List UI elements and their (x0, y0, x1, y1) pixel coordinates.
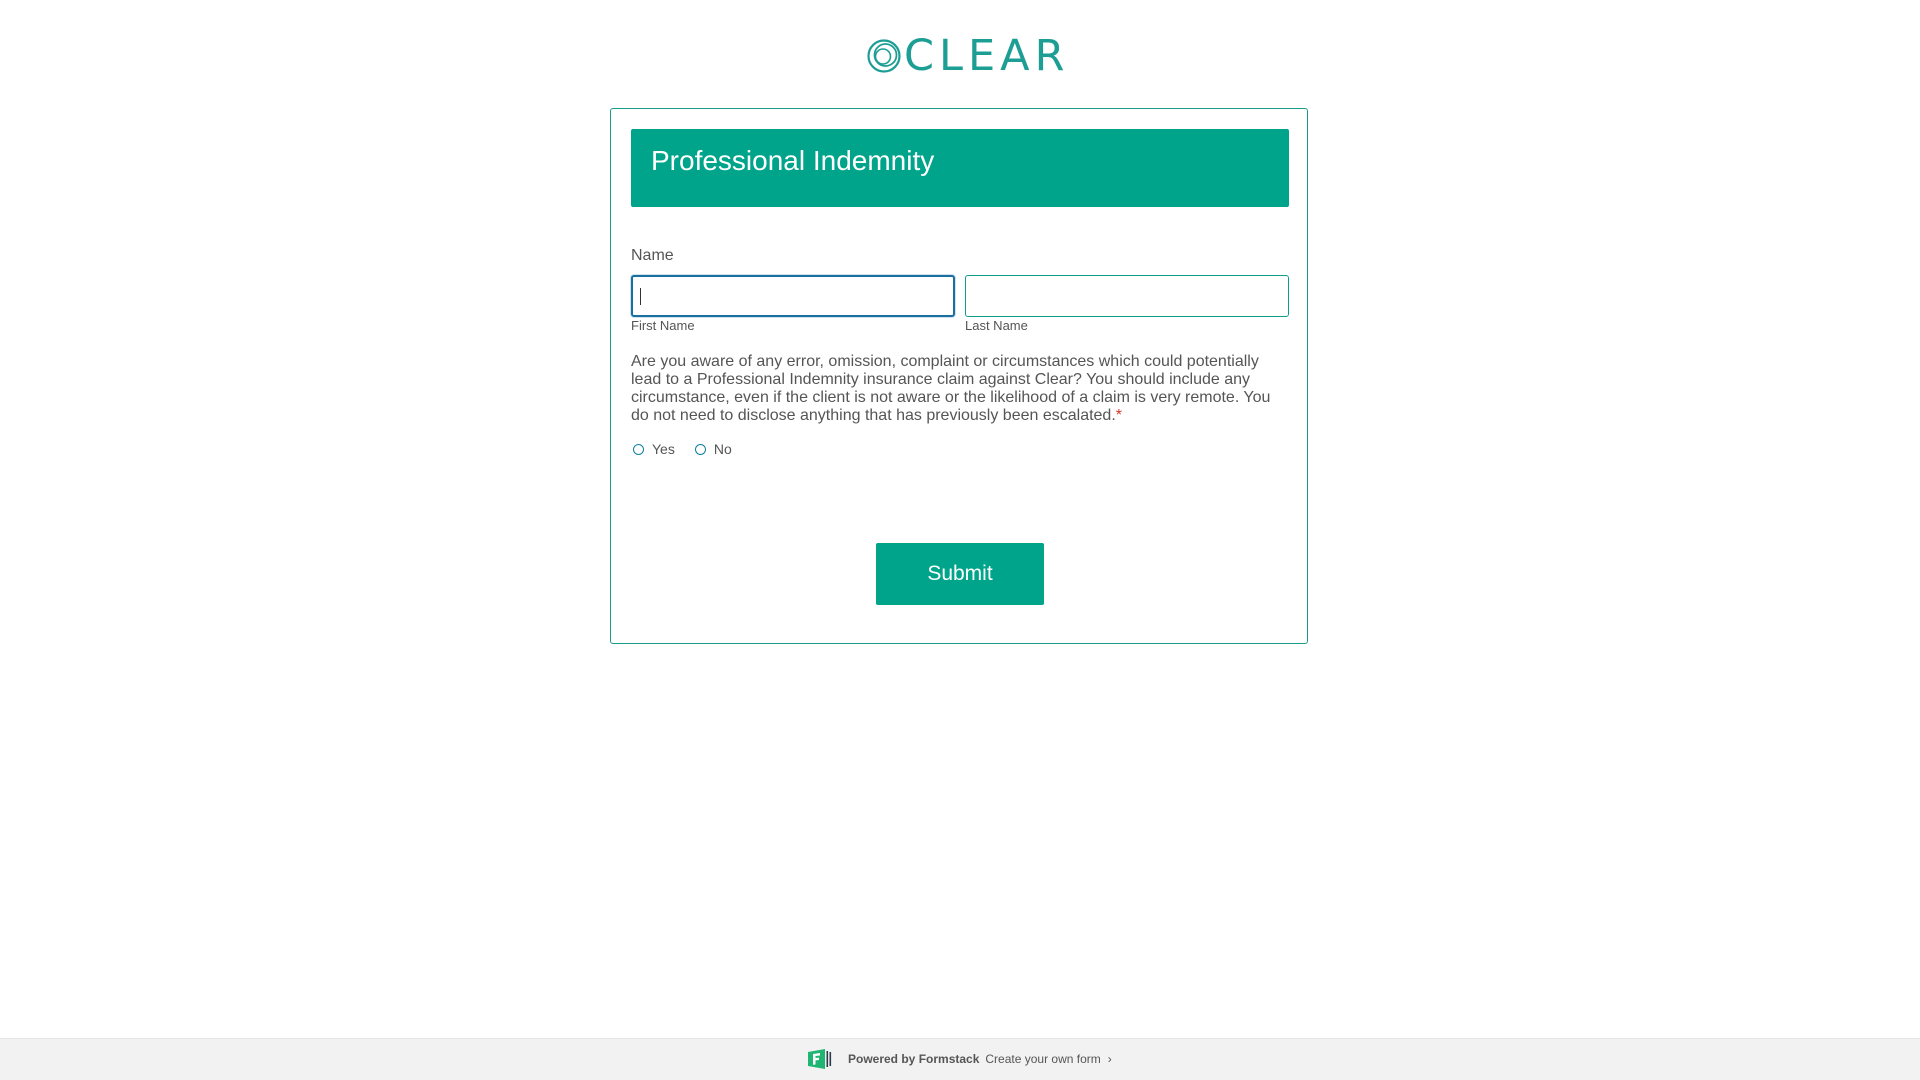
create-form-link[interactable]: Create your own form (985, 1052, 1101, 1066)
clear-logo-icon (866, 38, 902, 74)
submit-button[interactable]: Submit (876, 543, 1044, 605)
radio-no-label: No (713, 441, 732, 457)
indemnity-radio-group (633, 441, 752, 457)
text-cursor (640, 288, 641, 305)
radio-no-button[interactable] (695, 444, 706, 455)
indemnity-question (631, 353, 1291, 425)
last-name-input[interactable] (966, 276, 1288, 316)
required-marker: * (1115, 407, 1123, 424)
first-name-input-wrapper (631, 275, 955, 317)
form-header (631, 129, 1289, 207)
last-name-input-wrapper (965, 275, 1289, 317)
clear-logo (866, 31, 1070, 81)
footer-content (808, 1049, 1112, 1069)
radio-yes-button[interactable] (633, 444, 644, 455)
form-title: Professional Indemnity (651, 145, 935, 176)
chevron-right-icon: › (1107, 1052, 1112, 1066)
first-name-sublabel: First Name (631, 318, 695, 333)
first-name-input[interactable] (633, 277, 953, 315)
radio-option-yes[interactable] (633, 441, 675, 457)
form-card (610, 108, 1308, 644)
radio-yes-label: Yes (652, 441, 675, 457)
radio-option-no[interactable] (695, 441, 732, 457)
clear-logo-text: CLEAR (904, 31, 1070, 81)
formstack-logo-icon (808, 1049, 832, 1069)
name-field-label: Name (631, 247, 674, 264)
powered-by-text: Powered by Formstack (848, 1052, 980, 1066)
formstack-footer (0, 1038, 1920, 1080)
indemnity-question-text: Are you aware of any error, omission, complaint or circumstances which could potentially lead to a Professional Indemnity insurance claim against Clear? You should include any circumstance, even if the client is not aware or the likelihood of a claim is very remote. You do not need to disclose anything that has previously been escalated. (631, 353, 1271, 424)
last-name-sublabel: Last Name (965, 318, 1028, 333)
